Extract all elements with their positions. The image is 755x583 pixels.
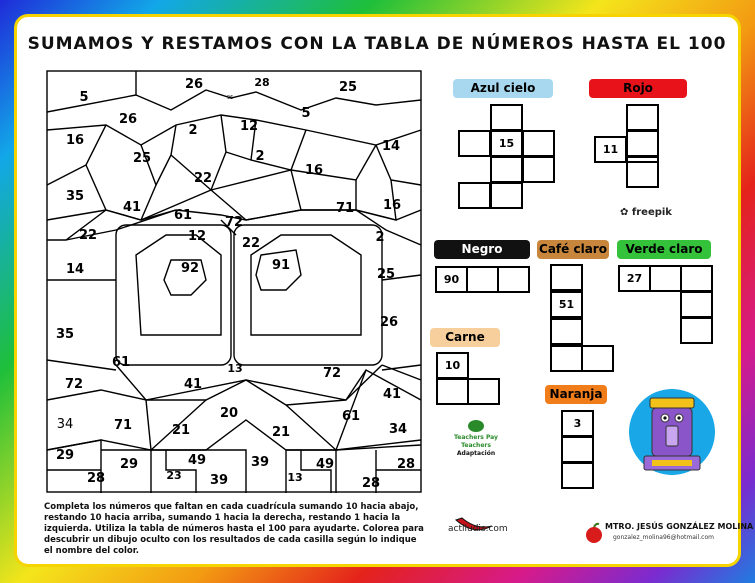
region-label: 34 xyxy=(56,417,74,432)
region-label: 35 xyxy=(65,189,85,204)
page-title: SUMAMOS Y RESTAMOS CON LA TABLA DE NÚMEROS HASTA EL 100 xyxy=(27,34,727,54)
legend-negro: Negro xyxy=(434,240,530,259)
region-label: 25 xyxy=(376,267,396,282)
region-label: 41 xyxy=(382,387,402,402)
freepik-logo: ✿ freepik xyxy=(620,207,672,218)
instructions-text: Completa los números que faltan en cada cuadrícula sumando 10 hacia abajo, restando 10 hacia arriba, sumando 1 hacia la derecha, restando 1 hacia la izquierda. Utiliza la tabla de números hasta el 100 para ayudarte. Colorea para descubrir un dibujo oculto con los resultados de cada casilla según lo indique el nombre del color. xyxy=(44,502,424,556)
legend-naranja: Naranja xyxy=(545,385,607,404)
region-label: 13 xyxy=(287,471,303,484)
region-label: 28 xyxy=(254,76,270,89)
region-label: 91 xyxy=(271,258,291,273)
region-label: 23 xyxy=(166,469,182,482)
given-number: 15 xyxy=(490,130,523,157)
region-label: 25 xyxy=(132,151,152,166)
region-label: 92 xyxy=(180,261,200,276)
region-label: 28 xyxy=(361,476,381,491)
region-label: 2 xyxy=(375,230,385,245)
region-label: 16 xyxy=(382,198,402,213)
given-number: 27 xyxy=(618,265,651,292)
region-label: 5 xyxy=(301,106,311,121)
teachers-pay-teachers-logo: Teachers Pay Teachers Adaptación xyxy=(441,420,511,458)
region-label: 22 xyxy=(241,236,261,251)
given-number: 11 xyxy=(594,136,627,163)
region-label: 49 xyxy=(187,453,207,468)
legend-cafe-claro: Café claro xyxy=(537,240,609,259)
footer-site: actiludis.com xyxy=(448,524,508,534)
given-number: 3 xyxy=(561,410,594,437)
footer-author: MTRO. JESÚS GONZÁLEZ MOLINA xyxy=(605,522,754,531)
given-number: 90 xyxy=(435,266,468,293)
region-label: 21 xyxy=(271,425,291,440)
region-label: 26 xyxy=(118,112,138,127)
region-label: 22 xyxy=(78,228,98,243)
region-label: 41 xyxy=(183,377,203,392)
region-label: 61 xyxy=(111,355,131,370)
region-label: 29 xyxy=(55,448,75,463)
region-label: 39 xyxy=(209,473,229,488)
region-label: 16 xyxy=(304,163,324,178)
region-label: 21 xyxy=(171,423,191,438)
coloring-picture xyxy=(46,70,422,493)
region-label: 28 xyxy=(396,457,416,472)
legend-rojo: Rojo xyxy=(589,79,687,98)
region-label: 28 xyxy=(86,471,106,486)
region-label: 34 xyxy=(388,422,408,437)
region-label: 49 xyxy=(315,457,335,472)
region-label: 26 xyxy=(379,315,399,330)
region-label: 26 xyxy=(184,77,204,92)
given-number: 51 xyxy=(550,291,583,318)
legend-azul-cielo: Azul cielo xyxy=(453,79,553,98)
region-label: 2 xyxy=(188,123,198,138)
legend-carne: Carne xyxy=(430,328,500,347)
legend-verde-claro: Verde claro xyxy=(617,240,711,259)
region-label: 14 xyxy=(381,139,401,154)
region-label: 5 xyxy=(79,90,89,105)
region-label: 39 xyxy=(250,455,270,470)
region-label: 22 xyxy=(193,171,213,186)
region-label: 61 xyxy=(341,409,361,424)
region-label: 35 xyxy=(55,327,75,342)
region-label: 25 xyxy=(338,80,358,95)
region-label: 12 xyxy=(239,119,259,134)
region-label: 29 xyxy=(119,457,139,472)
footer-email: gonzalez_molina96@hotmail.com xyxy=(613,534,714,541)
region-label: 96 xyxy=(226,95,234,101)
robot-illustration xyxy=(622,388,722,478)
region-label: 61 xyxy=(173,208,193,223)
region-label: 14 xyxy=(65,262,85,277)
region-label: 13 xyxy=(227,362,243,375)
region-label: 72 xyxy=(224,215,244,230)
region-label: 72 xyxy=(64,377,84,392)
region-label: 71 xyxy=(113,418,133,433)
region-label: 20 xyxy=(219,406,239,421)
apple-icon xyxy=(584,522,604,544)
region-label: 41 xyxy=(122,200,142,215)
region-label: 2 xyxy=(255,149,265,164)
region-label: 16 xyxy=(65,133,85,148)
region-label: 72 xyxy=(322,366,342,381)
region-label: 71 xyxy=(335,201,355,216)
region-label: 12 xyxy=(187,229,207,244)
given-number: 10 xyxy=(436,352,469,379)
